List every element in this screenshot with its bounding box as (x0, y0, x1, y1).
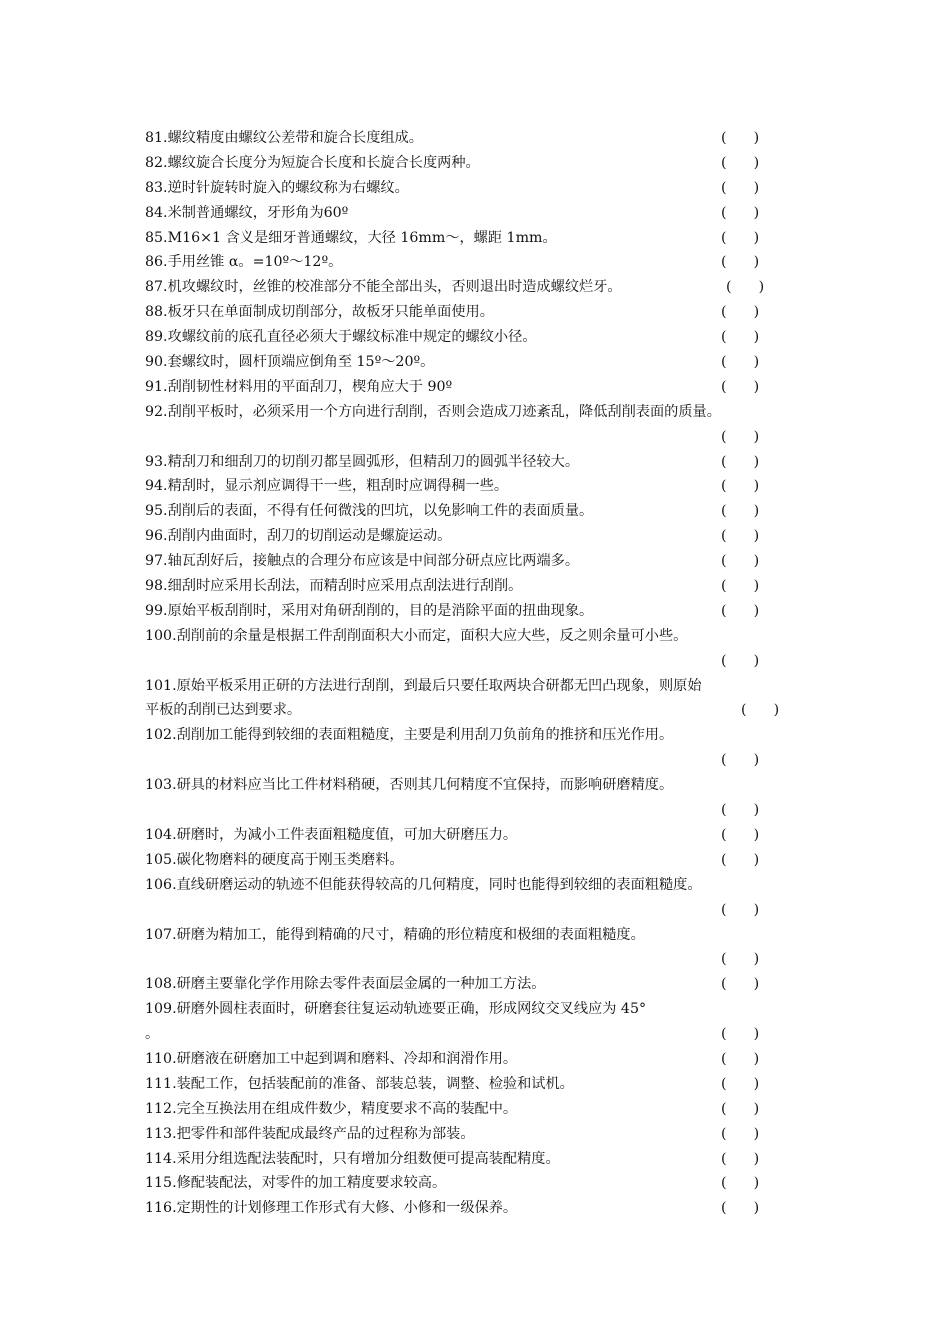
question-text: 109.研磨外圆柱表面时，研磨套往复运动轨迹要正确，形成网纹交叉线应为 45° (145, 1001, 647, 1018)
question-line (145, 375, 825, 400)
answer-bracket[interactable]: ( ) (721, 528, 760, 545)
answer-bracket[interactable]: ( ) (741, 702, 780, 719)
question-line (145, 425, 825, 450)
answer-bracket[interactable]: ( ) (721, 578, 760, 595)
answer-bracket[interactable]: ( ) (721, 428, 760, 445)
answer-bracket[interactable]: ( ) (721, 354, 760, 371)
question-line (145, 1097, 825, 1122)
question-text: 102.刮削加工能得到较细的表面粗糙度，主要是利用刮刀负前角的推挤和压光作用。 (145, 727, 674, 744)
answer-bracket[interactable]: ( ) (721, 1200, 760, 1217)
question-text: 83.逆时针旋转时旋入的螺纹称为右螺纹。 (145, 179, 409, 196)
answer-bracket[interactable]: ( ) (721, 826, 760, 843)
question-text: 101.原始平板采用正研的方法进行刮削，到最后只要任取两块合研都无凹凸现象，则原始 (145, 677, 702, 694)
question-text: 94.精刮时，显示剂应调得干一些，粗刮时应调得稠一些。 (145, 478, 509, 495)
question-line (145, 1171, 825, 1196)
question-line (145, 798, 825, 823)
question-line (145, 624, 825, 649)
question-text: 91.刮削韧性材料用的平面刮刀，楔角应大于 90º (145, 378, 453, 395)
question-text: 110.研磨液在研磨加工中起到调和磨料、冷却和润滑作用。 (145, 1050, 518, 1067)
answer-bracket[interactable]: ( ) (721, 130, 760, 146)
question-text: 90.套螺纹时，圆杆顶端应倒角至 15º～20º。 (145, 354, 435, 371)
answer-bracket[interactable]: ( ) (721, 1075, 760, 1092)
question-text: 114.采用分组选配法装配时，只有增加分组数便可提高装配精度。 (145, 1150, 560, 1167)
question-line (145, 898, 825, 923)
answer-bracket[interactable]: ( ) (721, 304, 760, 321)
question-text: 81.螺纹精度由螺纹公差带和旋合长度组成。 (145, 130, 423, 146)
question-text: 107.研磨为精加工，能得到精确的尺寸，精确的形位精度和极细的表面粗糙度。 (145, 926, 645, 943)
question-line (145, 549, 825, 574)
answer-bracket[interactable]: ( ) (721, 503, 760, 520)
answer-bracket[interactable]: ( ) (721, 976, 760, 993)
question-line (145, 674, 825, 699)
question-line (145, 723, 825, 748)
question-text: 92.刮削平板时，必须采用一个方向进行刮削，否则会造成刀迹紊乱，降低刮削表面的质量。 (145, 403, 721, 420)
question-line (145, 773, 825, 798)
question-line (145, 499, 825, 524)
question-line (145, 698, 825, 723)
question-line (145, 574, 825, 599)
question-line (145, 649, 825, 674)
question-line (145, 1047, 825, 1072)
answer-bracket[interactable]: ( ) (721, 652, 760, 669)
question-text: 95.刮削后的表面，不得有任何微浅的凹坑，以免影响工件的表面质量。 (145, 503, 594, 520)
answer-bracket[interactable]: ( ) (721, 901, 760, 918)
question-text: 115.修配装配法，对零件的加工精度要求较高。 (145, 1175, 447, 1192)
question-line (145, 947, 825, 972)
question-text: 82.螺纹旋合长度分为短旋合长度和长旋合长度两种。 (145, 154, 480, 171)
question-line (145, 350, 825, 375)
answer-bracket[interactable]: ( ) (721, 1050, 760, 1067)
question-line (145, 1196, 825, 1221)
question-line (145, 599, 825, 624)
question-line (145, 450, 825, 475)
question-line (145, 275, 825, 300)
answer-bracket[interactable]: ( ) (721, 951, 760, 968)
question-line (145, 126, 825, 151)
question-line (145, 325, 825, 350)
question-text: 84.米制普通螺纹，牙形角为60º (145, 204, 349, 221)
question-line (145, 823, 825, 848)
question-list (145, 126, 825, 1221)
answer-bracket[interactable]: ( ) (721, 802, 760, 819)
answer-bracket[interactable]: ( ) (721, 179, 760, 196)
answer-bracket[interactable]: ( ) (721, 553, 760, 570)
question-text: 。 (145, 1026, 160, 1043)
answer-bracket[interactable]: ( ) (721, 1026, 760, 1043)
question-line (145, 1022, 825, 1047)
question-text: 113.把零件和部件装配成最终产品的过程称为部装。 (145, 1125, 475, 1142)
question-text: 105.碳化物磨料的硬度高于刚玉类磨料。 (145, 851, 404, 868)
question-text: 111.装配工作，包括装配前的准备、部装总装，调整、检验和试机。 (145, 1075, 574, 1092)
question-text: 85.M16×1 含义是细牙普通螺纹，大径 16mm～，螺距 1mm。 (145, 229, 557, 246)
answer-bracket[interactable]: ( ) (721, 851, 760, 868)
question-text: 88.板牙只在单面制成切削部分，故板牙只能单面使用。 (145, 304, 494, 321)
answer-bracket[interactable]: ( ) (721, 329, 760, 346)
question-text: 93.精刮刀和细刮刀的切削刃都呈圆弧形，但精刮刀的圆弧半径较大。 (145, 453, 580, 470)
answer-bracket[interactable]: ( ) (721, 204, 760, 221)
question-line (145, 300, 825, 325)
question-text: 103.研具的材料应当比工件材料稍硬，否则其几何精度不宜保持，而影响研磨精度。 (145, 777, 674, 794)
answer-bracket[interactable]: ( ) (721, 1175, 760, 1192)
answer-bracket[interactable]: ( ) (721, 154, 760, 171)
question-text: 100.刮削前的余量是根据工件刮削面积大小而定，面积大应大些，反之则余量可小些。 (145, 627, 688, 644)
question-line (145, 1072, 825, 1097)
question-text: 86.手用丝锥 α。=10º～12º。 (145, 254, 343, 271)
question-text: 97.轴瓦刮好后，接触点的合理分布应该是中间部分研点应比两端多。 (145, 553, 580, 570)
answer-bracket[interactable]: ( ) (721, 229, 760, 246)
question-text: 平板的刮削已达到要求。 (145, 702, 302, 719)
question-text: 112.完全互换法用在组成件数少，精度要求不高的装配中。 (145, 1100, 518, 1117)
question-line (145, 176, 825, 201)
answer-bracket[interactable]: ( ) (721, 1150, 760, 1167)
question-line (145, 400, 825, 425)
question-text: 99.原始平板刮削时，采用对角研刮削的，目的是消除平面的扭曲现象。 (145, 602, 594, 619)
question-line (145, 474, 825, 499)
question-line (145, 151, 825, 176)
question-line (145, 873, 825, 898)
question-text: 116.定期性的计划修理工作形式有大修、小修和一级保养。 (145, 1200, 518, 1217)
question-text: 108.研磨主要靠化学作用除去零件表面层金属的一种加工方法。 (145, 976, 546, 993)
question-line (145, 1147, 825, 1172)
answer-bracket[interactable]: ( ) (721, 378, 760, 395)
question-line (145, 972, 825, 997)
question-text: 104.研磨时，为减小工件表面粗糙度值，可加大研磨压力。 (145, 826, 518, 843)
answer-bracket[interactable]: ( ) (721, 752, 760, 769)
question-text: 87.机攻螺纹时，丝锥的校准部分不能全部出头，否则退出时造成螺纹烂牙。 (145, 279, 622, 296)
question-line (145, 748, 825, 773)
answer-bracket[interactable]: ( ) (721, 602, 760, 619)
question-line (145, 226, 825, 251)
question-line (145, 524, 825, 549)
question-text: 98.细刮时应采用长刮法，而精刮时应采用点刮法进行刮削。 (145, 578, 523, 595)
question-line (145, 1122, 825, 1147)
answer-bracket[interactable]: ( ) (726, 279, 765, 296)
question-line (145, 997, 825, 1022)
question-text: 106.直线研磨运动的轨迹不但能获得较高的几何精度，同时也能得到较细的表面粗糙度。 (145, 876, 702, 893)
question-line (145, 201, 825, 226)
answer-bracket[interactable]: ( ) (721, 478, 760, 495)
answer-bracket[interactable]: ( ) (721, 254, 760, 271)
answer-bracket[interactable]: ( ) (721, 453, 760, 470)
question-line (145, 923, 825, 948)
question-text: 89.攻螺纹前的底孔直径必须大于螺纹标准中规定的螺纹小径。 (145, 329, 537, 346)
question-line (145, 250, 825, 275)
answer-bracket[interactable]: ( ) (721, 1125, 760, 1142)
question-line (145, 848, 825, 873)
answer-bracket[interactable]: ( ) (721, 1100, 760, 1117)
question-text: 96.刮削内曲面时，刮刀的切削运动是螺旋运动。 (145, 528, 452, 545)
